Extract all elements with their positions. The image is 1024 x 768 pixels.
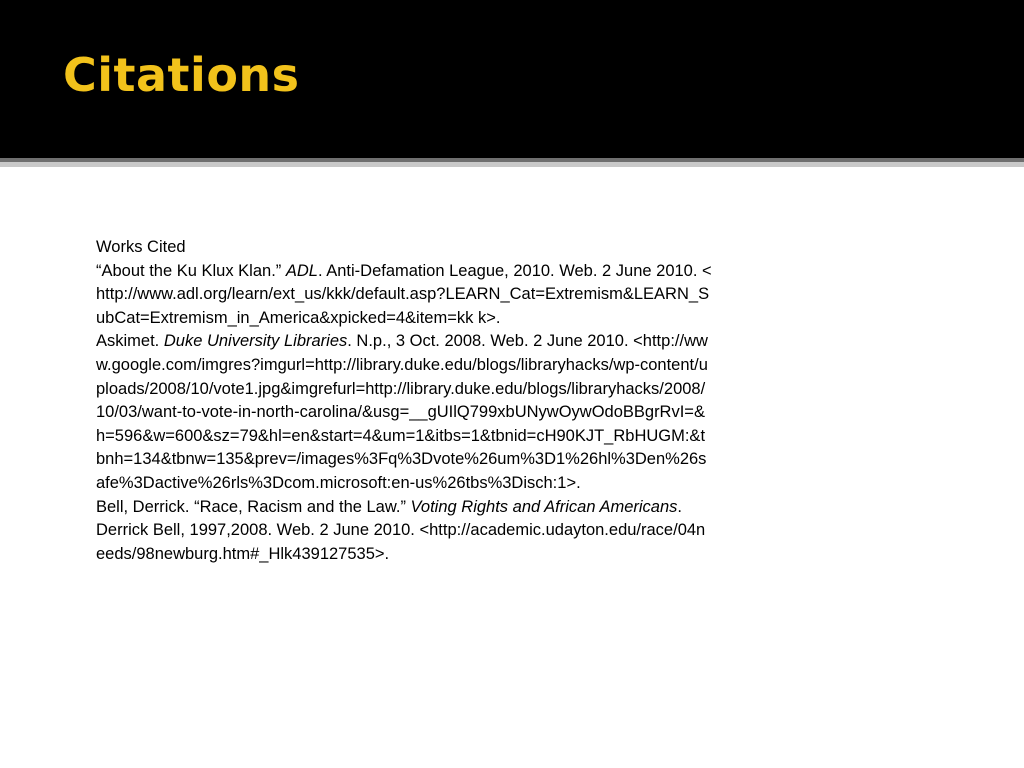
citation-url: <http://www.google.com/imgres?imgurl=http://library.duke.edu/blogs/libraryhacks/wp-content/uploads/2008/10/vote1.jpg&imgrefurl=http://library.duke.edu/blogs/libraryhacks/2008/10/03/want-to-vote-in-north-carolina/&usg=__gUIlQ799xbUNywOywOdoBBgrRvI=&h=596&w=600&sz=79&hl=en&start=4&um=1&itbs=1&tbnid=cH90KJT_RbHUGM:&tbnh=134&tbnw=135&prev=/images%3Fq%3Dvote%26um%3D1%26hl%3Den%26safe%3Dactive%26rls%3Dcom.microsoft:en-us%26tbs%3Disch:1>. bbox=[96, 332, 708, 492]
citation-details: . N.p., 3 Oct. 2008. Web. 2 June 2010. bbox=[347, 332, 629, 351]
citation-entry-adl bbox=[96, 260, 712, 331]
citation-source-title: Duke University Libraries bbox=[163, 332, 348, 351]
title-divider-light bbox=[0, 162, 1024, 167]
citation-url: <http://www.adl.org/learn/ext_us/kkk/default.asp?LEARN_Cat=Extremism&LEARN_SubCat=Extremism_in_America&xpicked=4&item=kk k>. bbox=[96, 261, 712, 327]
citation-prefix: “About the Ku Klux Klan.” bbox=[96, 261, 286, 280]
citation-url: <http://academic.udayton.edu/race/04needs/98newburg.htm#_Hlk439127535>. bbox=[96, 521, 706, 563]
title-band bbox=[0, 0, 1024, 158]
works-cited-block bbox=[96, 236, 712, 566]
works-cited-heading: Works Cited bbox=[96, 238, 186, 256]
citation-entry-duke bbox=[96, 330, 712, 495]
citation-entry-bell bbox=[96, 496, 712, 567]
citation-prefix: Bell, Derrick. “Race, Racism and the Law.” bbox=[96, 497, 411, 516]
citation-details: . Derrick Bell, 1997,2008. Web. 2 June 2010. bbox=[96, 497, 683, 540]
citation-details: . Anti-Defamation League, 2010. Web. 2 June 2010. bbox=[317, 261, 698, 280]
citation-prefix: Askimet. bbox=[96, 332, 164, 351]
citation-source-title: Voting Rights and African Americans bbox=[410, 497, 678, 516]
citation-source-title: ADL bbox=[285, 261, 318, 280]
slide-title: Citations bbox=[63, 48, 300, 102]
